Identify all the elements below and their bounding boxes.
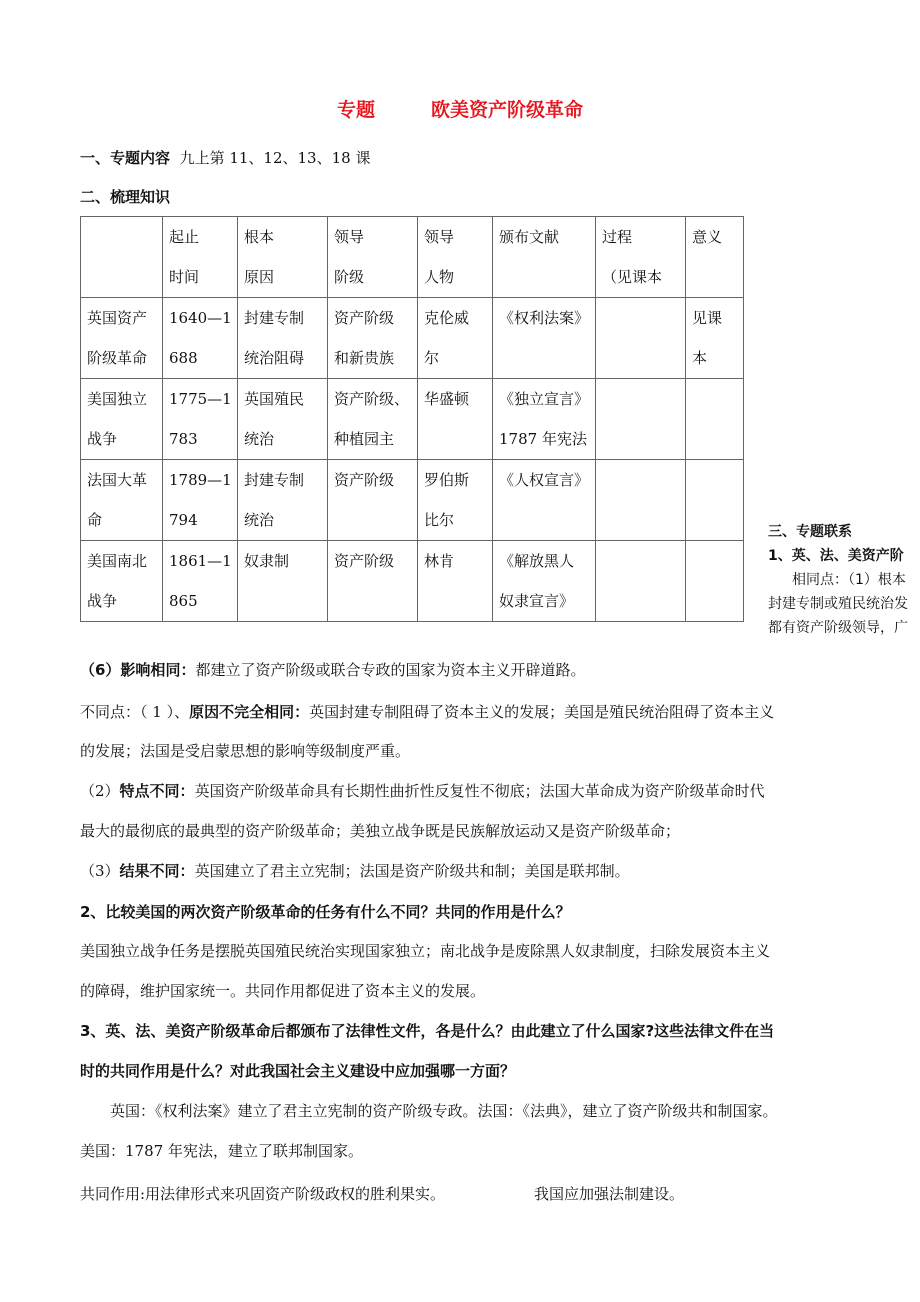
table-cell	[81, 460, 163, 541]
q3a-text: 3、英、法、美资产阶级革命后都颁布了法律性文件，各是什么？由此建立了什么国家?这些法律文件在当	[80, 1022, 775, 1040]
answer-3b: 美国：1787 年宪法，建立了联邦制国家。	[80, 1142, 363, 1160]
cell-line: 林肯	[424, 552, 455, 570]
p6-bold: （6）影响相同：	[80, 661, 196, 679]
cell-line: 794	[169, 511, 198, 529]
table-cell	[686, 460, 744, 541]
cell-line: 封建专制	[244, 471, 305, 489]
cell-line: （见课本	[602, 268, 663, 286]
cell-line	[602, 379, 683, 419]
d3-prefix: （3）	[80, 862, 120, 880]
table-cell	[163, 460, 238, 541]
cell-line	[424, 581, 490, 621]
cell-line: 英国资产	[87, 309, 148, 327]
cell-line: 统治	[244, 511, 275, 529]
cell-line	[602, 419, 683, 459]
title-left: 专题	[336, 99, 375, 121]
table-cell	[238, 541, 328, 622]
table-row	[81, 379, 744, 460]
table-cell	[81, 217, 163, 298]
table-cell	[238, 217, 328, 298]
cell-line	[87, 257, 160, 297]
cell-line	[692, 581, 741, 621]
section1	[80, 148, 370, 168]
cell-line: 资产阶级、	[334, 390, 410, 408]
table-cell	[328, 217, 418, 298]
cell-line: 1861—1	[169, 552, 232, 570]
cell-line: 颁布文献	[499, 228, 560, 246]
diff-1	[80, 702, 774, 722]
cell-line: 领导	[424, 228, 455, 246]
cell-line	[692, 419, 741, 459]
cell-line: 本	[692, 349, 708, 367]
cell-line: 见课	[692, 309, 723, 327]
table-cell	[163, 217, 238, 298]
table-cell	[328, 379, 418, 460]
table-cell	[596, 460, 686, 541]
cell-line	[692, 500, 741, 540]
para-6	[80, 660, 585, 680]
p6-text: 都建立了资产阶级或联合专政的国家为资本主义开辟道路。	[195, 661, 586, 679]
cell-line	[602, 500, 683, 540]
section2-heading	[80, 187, 170, 207]
section3-side	[768, 520, 908, 640]
cell-line: 奴隶宣言》	[499, 592, 575, 610]
cell-line: 资产阶级	[334, 552, 395, 570]
d3-bold: 结果不同：	[119, 862, 195, 880]
cell-line: 根本	[244, 228, 275, 246]
section3-heading: 三、专题联系	[768, 524, 852, 540]
cell-line: 克伦威	[424, 309, 470, 327]
cell-line: 战争	[87, 430, 118, 448]
table-cell	[418, 541, 493, 622]
table-cell	[493, 298, 596, 379]
cell-line	[424, 419, 490, 459]
same-prefix: 相同点：（1）根本	[792, 572, 906, 588]
cell-line	[499, 338, 593, 378]
table-cell	[328, 460, 418, 541]
cell-line: 起止	[169, 228, 200, 246]
cell-line: 意义	[692, 228, 723, 246]
cell-line	[499, 257, 593, 297]
cell-line: 《人权宣言》	[499, 471, 590, 489]
table-row	[81, 541, 744, 622]
cell-line	[602, 338, 683, 378]
table-cell	[596, 217, 686, 298]
section3-q1: 1、英、法、美资产阶	[768, 548, 904, 564]
table-cell	[596, 541, 686, 622]
cell-line: 英国殖民	[244, 390, 305, 408]
cell-line	[602, 581, 683, 621]
cell-line: 人物	[424, 268, 455, 286]
cell-line: 783	[169, 430, 198, 448]
cell-line	[692, 379, 741, 419]
cell-line: 865	[169, 592, 198, 610]
cell-line	[692, 541, 741, 581]
table-cell	[238, 460, 328, 541]
cell-line: 阶级	[334, 268, 365, 286]
cell-line	[334, 500, 415, 540]
answer-3a: 英国：《权利法案》建立了君主立宪制的资产阶级专政。法国：《法典》，建立了资产阶级共和制国家。	[110, 1102, 778, 1120]
cell-line: 华盛顿	[424, 390, 470, 408]
cell-line: 1775—1	[169, 390, 232, 408]
table-cell	[493, 379, 596, 460]
cell-line	[87, 217, 160, 257]
table-cell	[596, 379, 686, 460]
cell-line: 资产阶级	[334, 309, 395, 327]
cell-line: 尔	[424, 349, 440, 367]
table-cell	[418, 460, 493, 541]
cell-line: 统治阻碍	[244, 349, 305, 367]
d1-prefix: 不同点：（ 1 ）、	[80, 703, 190, 721]
cell-line: 《解放黑人	[499, 552, 575, 570]
table-cell	[686, 217, 744, 298]
cell-line: 领导	[334, 228, 365, 246]
diff-2b: 最大的最彻底的最典型的资产阶级革命；美独立战争既是民族解放运动又是资产阶级革命；	[80, 822, 681, 840]
table-cell	[418, 379, 493, 460]
cell-line: 《权利法案》	[499, 309, 590, 327]
cell-line	[334, 581, 415, 621]
answer-3d: 我国应加强法制建设。	[534, 1185, 685, 1203]
table-cell	[163, 541, 238, 622]
question-3b	[80, 1061, 515, 1081]
table-cell	[493, 217, 596, 298]
cell-line: 种植园主	[334, 430, 395, 448]
table-cell	[686, 541, 744, 622]
cell-line: 过程	[602, 228, 633, 246]
diff-3	[80, 861, 630, 881]
cell-line: 《独立宣言》	[499, 390, 590, 408]
cell-line	[692, 460, 741, 500]
cell-line: 美国南北	[87, 552, 148, 570]
page-title	[0, 100, 920, 120]
d2-prefix: （2）	[80, 782, 120, 800]
table-cell	[163, 379, 238, 460]
table-header-row	[81, 217, 744, 298]
diff-1b: 的发展；法国是受启蒙思想的影响等级制度严重。	[80, 742, 411, 760]
question-2	[80, 902, 570, 922]
side-line3: 封建专制或殖民统治发	[768, 596, 908, 612]
d2-text: 英国资产阶级革命具有长期性曲折性反复性不彻底；法国大革命成为资产阶级革命时代	[194, 782, 765, 800]
cell-line: 封建专制	[244, 309, 305, 327]
table-cell	[686, 379, 744, 460]
table-cell	[686, 298, 744, 379]
knowledge-table	[80, 216, 744, 622]
cell-line: 比尔	[424, 511, 455, 529]
cell-line	[692, 257, 741, 297]
cell-line: 奴隶制	[244, 552, 290, 570]
same-point	[768, 568, 908, 592]
cell-line	[602, 460, 683, 500]
table-cell	[238, 379, 328, 460]
table-cell	[81, 298, 163, 379]
table-cell	[418, 217, 493, 298]
question-3a	[80, 1021, 774, 1041]
cell-line	[602, 541, 683, 581]
table-cell	[81, 541, 163, 622]
answer-3c: 共同作用:用法律形式来巩固资产阶级政权的胜利果实。	[80, 1185, 446, 1203]
section1-heading: 一、专题内容	[80, 149, 171, 167]
table-cell	[238, 298, 328, 379]
d1-bold: 原因不完全相同：	[189, 703, 310, 721]
cell-line: 法国大革	[87, 471, 148, 489]
cell-line: 美国独立	[87, 390, 148, 408]
table-cell	[81, 379, 163, 460]
cell-line	[244, 581, 325, 621]
cell-line	[499, 500, 593, 540]
cell-line: 1789—1	[169, 471, 232, 489]
table-cell	[328, 298, 418, 379]
table-cell	[328, 541, 418, 622]
answer-2b: 的障碍，维护国家统一。共同作用都促进了资本主义的发展。	[80, 982, 486, 1000]
cell-line: 阶级革命	[87, 349, 148, 367]
answer-2a: 美国独立战争任务是摆脱英国殖民统治实现国家独立；南北战争是废除黑人奴隶制度，扫除发展资本主义	[80, 942, 771, 960]
cell-line: 原因	[244, 268, 275, 286]
cell-line: 时间	[169, 268, 200, 286]
title-right: 欧美资产阶级革命	[431, 99, 584, 121]
table-row	[81, 460, 744, 541]
section2-heading-text: 二、梳理知识	[80, 188, 171, 206]
cell-line: 1640—1	[169, 309, 232, 327]
cell-line: 资产阶级	[334, 471, 395, 489]
table-cell	[493, 460, 596, 541]
table-row	[81, 298, 744, 379]
cell-line: 和新贵族	[334, 349, 395, 367]
table-cell	[163, 298, 238, 379]
cell-line: 统治	[244, 430, 275, 448]
cell-line	[602, 298, 683, 338]
cell-line: 命	[87, 511, 103, 529]
side-line4: 都有资产阶级领导，广	[768, 620, 908, 636]
cell-line: 688	[169, 349, 198, 367]
d3-text: 英国建立了君主立宪制；法国是资产阶级共和制；美国是联邦制。	[194, 862, 630, 880]
cell-line: 罗伯斯	[424, 471, 470, 489]
section1-content: 九上第 11、12、13、18 课	[179, 149, 371, 167]
diff-2	[80, 781, 765, 801]
d1-text: 英国封建专制阻碍了资本主义的发展；美国是殖民统治阻碍了资本主义	[309, 703, 775, 721]
q3b-text: 时的共同作用是什么？对此我国社会主义建设中应加强哪一方面？	[80, 1062, 516, 1080]
table-cell	[493, 541, 596, 622]
q2-text: 2、比较美国的两次资产阶级革命的任务有什么不同？共同的作用是什么？	[80, 903, 571, 921]
d2-bold: 特点不同：	[119, 782, 195, 800]
table-cell	[596, 298, 686, 379]
cell-line: 1787 年宪法	[499, 430, 587, 448]
table-cell	[418, 298, 493, 379]
cell-line: 战争	[87, 592, 118, 610]
